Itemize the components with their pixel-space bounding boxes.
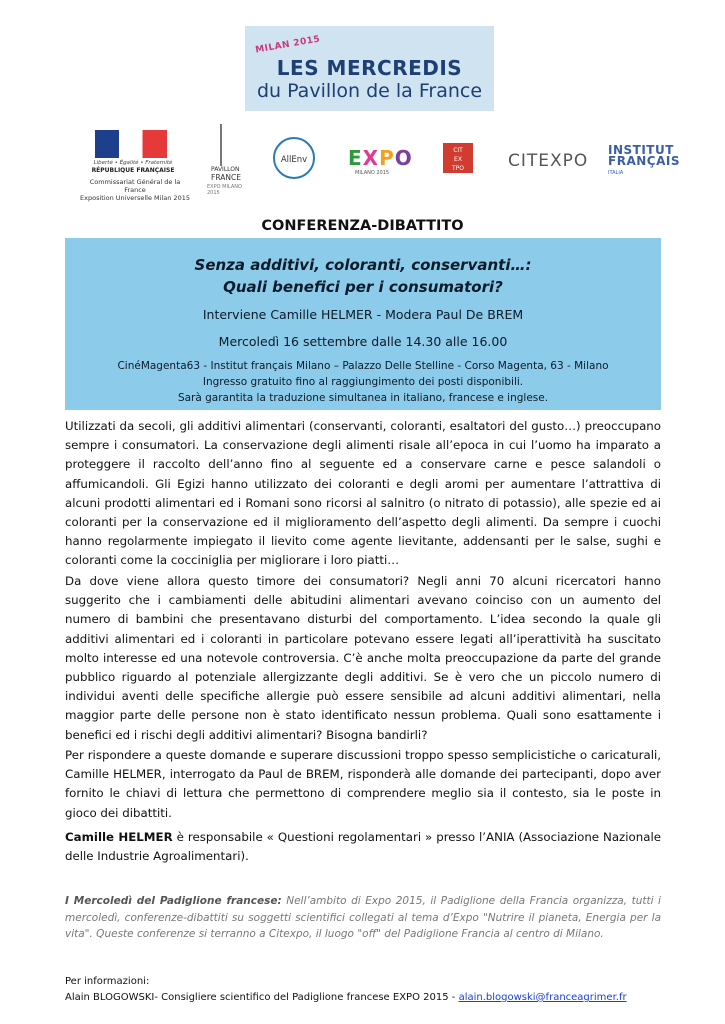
citexpo-logo: CITEXPO: [508, 151, 589, 171]
speaker-bio-text: è responsabile « Questioni regolamentari » presso l’ANIA (Associazione Nazionale delle Industrie Agroalimentari).: [65, 830, 661, 864]
event-entry-note: Ingresso gratuito fino al raggiungimento dei posti disponibili.: [202, 376, 524, 388]
banner-title: LES MERCREDIS: [276, 56, 463, 80]
footnote-label: I Mercoledì del Padiglione francese:: [65, 895, 282, 907]
rf-commissariat-line1: Commissariat Général de la France: [89, 178, 181, 194]
republique-francaise-logo: [95, 130, 167, 158]
eiffel-tower-icon: [220, 124, 222, 166]
body-paragraph: Da dove viene allora questo timore dei consumatori? Negli anni 70 alcuni ricercatori hanno suggerito che i cambiamenti delle abitudini alimentari avevano coinciso con un aumento del numero di bambini che presentavano disturbi del comportamento. L’idea secondo la quale gli additivi alimentari ed i coloranti in particolare potevano essere legati all’iperattività ha suscitato molto interesse ed una notevole controversia. C’è anche molta preoccupazione da parte del grande pubblico riguardo al potenziale allergizzante degli additivi. Se è vero che un piccolo numero di individui aventi delle specifiche allergie può essere sensibile ad alcuni additivi alimentari, nella maggior parte delle persone non è stato identificato nessun problema. Quali sono esattamente i benefici ed i rischi degli additivi alimentari? Bisogna bandirli?: [65, 574, 661, 742]
contact-email-link[interactable]: alain.blogowski@franceagrimer.fr: [458, 992, 627, 1003]
citexpo-square-logo: [443, 143, 473, 173]
cx-line: TPO: [451, 165, 464, 172]
expo-milano-logo: [348, 146, 413, 170]
allenv-logo: AllEnv: [273, 137, 315, 179]
rf-name: RÉPUBLIQUE FRANÇAISE: [91, 167, 175, 174]
rf-motto: Liberté • Égalité • Fraternité: [93, 160, 173, 166]
body-paragraph: Per rispondere a queste domande e superare discussioni troppo spesso semplicistiche o caricaturali, Camille HELMER, interrogato da Paul de BREM, risponderà alle domande dei partecipanti, dopo aver fornito le chiavi di lettura che permettono di comprendere meglio sia il contesto, sia le poste in gioco dei dibattiti.: [65, 748, 661, 820]
expo-letter-o: O: [394, 146, 413, 170]
footnote-text: Nell’ambito di Expo 2015, il Padiglione della Francia organizza, tutti i mercoledì, conferenze-dibattiti su soggetti scientifici collegati al tema d’Expo "Nutrire il pianeta, Energia per la vita". Queste conferenze si terranno a Citexpo, il luogo "off" del Padiglione Francia al centro di Milano.: [65, 895, 661, 940]
cx-line: CIT: [453, 147, 463, 154]
expo-letter-x: X: [362, 146, 380, 170]
event-translation-note: Sarà garantita la traduzione simultanea in italiano, francese e inglese.: [177, 392, 549, 404]
institut-italia-label: ITALIA: [608, 170, 624, 176]
event-speakers: Interviene Camille HELMER - Modera Paul De BREM: [202, 307, 524, 322]
speaker-name: Camille HELMER: [65, 830, 173, 844]
banner-milan-label: MILAN 2015: [254, 34, 322, 56]
expo-letter-p: P: [379, 146, 395, 170]
expo-milano-sub: MILANO 2015: [355, 170, 390, 176]
rf-commissariat-line2: Exposition Universelle Milan 2015: [80, 194, 190, 202]
pavillon-label: PAVILLON: [211, 166, 240, 173]
institut-line1: INSTITUT: [608, 143, 674, 157]
event-info-box: [65, 238, 661, 410]
expo-letter-e: E: [348, 146, 363, 170]
event-venue: CinéMagenta63 - Institut français Milano – Palazzo Delle Stelline - Corso Magenta, 63 - Milano: [117, 360, 609, 372]
contact-line: [65, 992, 627, 1003]
pavillon-france-logo: [203, 124, 243, 196]
rf-commissariat: [80, 178, 190, 202]
pavillon-france-label: FRANCE: [211, 173, 241, 182]
banner-subtitle: du Pavillon de la France: [256, 80, 483, 102]
page-title: CONFERENZA-DIBATTITO: [261, 218, 464, 234]
series-footnote: [65, 893, 661, 943]
cx-line: EX: [454, 156, 462, 163]
institut-line2: FRANÇAIS: [608, 154, 680, 168]
body-paragraph: Utilizzati da secoli, gli additivi alimentari (conservanti, coloranti, esaltatori del gusto…) preoccupano sempre i consumatori. La conservazione degli alimenti risale all’epoca in cui l’uomo ha imparato a proteggere il raccolto dell’anno fino al seguente ed a conservare carne e pesce salandoli o affumicandoli. Gli Egizi hanno utilizzato dei coloranti e degli aromi per aumentare l’attrattiva di alcuni prodotti alimentari ed i Romani sono ricorsi al salnitro (o nitrato di potassio), alle spezie ed ai coloranti per la conservazione ed il miglioramento dell’aspetto degli alimenti. Da sempre i cuochi hanno regolarmente impiegato il lievito come agente lievitante, addensanti per le salse, sughi e coloranti come la cocciniglia per migliorare i loro piatti…: [65, 419, 661, 568]
contact-person: Alain BLOGOWSKI- Consigliere scientifico del Padiglione francese EXPO 2015 -: [65, 992, 459, 1003]
institut-francais-logo: [608, 145, 680, 167]
event-series-banner: [245, 26, 494, 111]
contact-label: Per informazioni:: [65, 976, 150, 987]
event-title-line2: Quali benefici per i consumatori?: [223, 278, 503, 296]
event-datetime: Mercoledì 16 settembre dalle 14.30 alle 16.00: [218, 334, 508, 349]
event-title-line1: Senza additivi, coloranti, conservanti…:: [194, 256, 532, 274]
pavillon-expo-label: EXPO MILANO 2015: [207, 184, 242, 196]
speaker-bio: [65, 828, 661, 866]
